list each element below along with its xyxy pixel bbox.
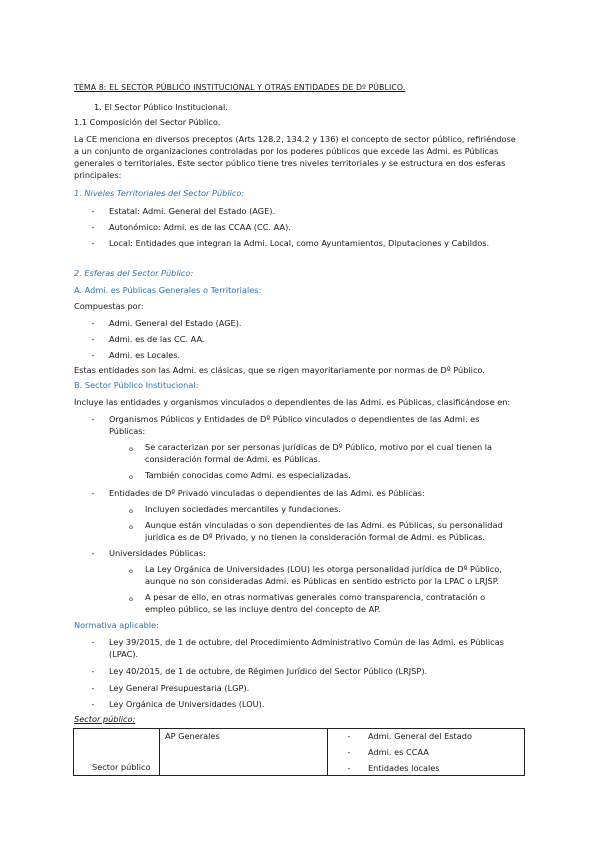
compuestas-label: Compuestas por: [74, 301, 144, 311]
bullet-marker: o [129, 595, 133, 603]
intro-line: La CE menciona en diversos preceptos (Arts 128.2, 134.2 y 136) el concepto de sector público, refiriéndose [74, 134, 516, 144]
group-line: Universidades Públicas: [109, 548, 206, 558]
sub-item-line: consideración formal de Admi. es Públicas. [145, 454, 321, 464]
table-cell-label [74, 729, 160, 776]
bullet-marker: o [129, 567, 133, 575]
dash-marker: - [91, 350, 95, 360]
dash-marker: - [91, 666, 95, 676]
sub-item-line: Se caracterizan por ser personas jurídicas de Dº Público, motivo por el cual tienen la [145, 442, 493, 452]
sub-item-line: Incluyen sociedades mercantiles y fundaciones. [145, 504, 342, 514]
bullet-marker: o [129, 445, 133, 453]
sub-item-line: empleo público, se las incluye dentro del concepto de AP. [145, 604, 381, 614]
sub-item-line: A pesar de ello, en otras normativas generales como transparencia, contratación o [145, 592, 486, 602]
table-list-item: Admi. General del Estado [368, 731, 472, 741]
dash-marker: - [91, 222, 95, 232]
normativa-item: Ley General Presupuestaria (LGP). [109, 683, 250, 693]
sub-item-line: La Ley Orgánica de Universidades (LOU) les otorga personalidad jurídica de Dº Público, [145, 564, 502, 574]
heading-1: 1. El Sector Público Institucional. [94, 102, 228, 112]
normativa-heading: Normativa aplicable: [74, 620, 159, 630]
section-b-intro: Incluye las entidades y organismos vinculados o dependientes de las Admi. es Públicas, clasificándose en: [74, 397, 511, 407]
intro-line: generales o territoriales. Este sector público tiene tres niveles territoriales y se estructura en dos esferas [74, 158, 506, 168]
table-cell-ap [160, 729, 328, 776]
bullet-marker: o [129, 507, 133, 515]
section-esferas-heading: 2. Esferas del Sector Público: [74, 268, 194, 278]
dash-marker: - [91, 414, 95, 424]
dash-marker: - [91, 334, 95, 344]
dash-marker: - [91, 637, 95, 647]
dash-marker: - [91, 206, 95, 216]
document-title: TEMA 8: EL SECTOR PÚBLICO INSTITUCIONAL Y OTRAS ENTIDADES DE Dº PÚBLICO. [74, 83, 406, 92]
bullet-marker: o [129, 473, 133, 481]
table-row [74, 729, 525, 776]
table-list-item: Admi. es CCAA [368, 747, 429, 757]
dash-marker: - [91, 548, 95, 558]
table-cell-entities [328, 729, 525, 776]
table-caption: Sector público: [74, 714, 136, 724]
group-line: Entidades de Dº Privado vinculadas o dependientes de las Admi. es Públicas: [109, 488, 425, 498]
dash-marker: - [91, 699, 95, 709]
section-a-note: Estas entidades son las Admi. es clásicas, que se rigen mayoritariamente por normas de Dº Público. [74, 365, 485, 375]
sector-publico-table [73, 728, 525, 776]
heading-1-1: 1.1 Composición del Sector Público. [74, 117, 221, 127]
list-item: Autonómico: Admi. es de las CCAA (CC. AA). [109, 222, 291, 232]
sub-item-line: aunque no son consideradas Admi. es Públicas en sentido estricto por la LPAC o LRJSP. [145, 576, 500, 586]
normativa-item: Ley 39/2015, de 1 de octubre, del Procedimiento Administrativo Común de las Admi. es Públicas [109, 637, 504, 647]
group-line: Públicas: [109, 426, 146, 436]
normativa-item: (LPAC). [109, 649, 139, 659]
intro-line: principales: [74, 170, 122, 180]
table-list-item: Entidades locales [368, 763, 440, 773]
list-item: Estatal: Admi. General del Estado (AGE). [109, 206, 276, 216]
section-b-heading: B. Sector Público Institucional: [74, 380, 199, 390]
row-label: Sector público [92, 762, 151, 772]
group-line: Organismos Públicos y Entidades de Dº Público vinculados o dependientes de las Admi. es [109, 414, 480, 424]
sub-item-line: También conocidas como Admi. es especializadas. [145, 470, 351, 480]
normativa-item: Ley 40/2015, de 1 de octubre, de Régimen Jurídico del Sector Público (LRJSP). [109, 666, 428, 676]
list-item: Admi. es Locales. [109, 350, 181, 360]
dash-marker: - [347, 747, 351, 757]
dash-marker: - [347, 763, 351, 773]
section-niveles-heading: 1. Niveles Territoriales del Sector Público: [74, 188, 245, 198]
intro-line: a un conjunto de organizaciones controladas por los poderes públicos que excede las Admi. es Públicas [74, 146, 499, 156]
sub-item-line: jurídica es de Dº Privado, y no tienen la consideración formal de Admi. es Públicas. [145, 532, 485, 542]
normativa-item: Ley Orgánica de Universidades (LOU). [109, 699, 265, 709]
dash-marker: - [91, 318, 95, 328]
dash-marker: - [347, 731, 351, 741]
ap-generales-label: AP Generales [165, 731, 220, 741]
section-a-heading: A. Admi. es Públicas Generales o Territoriales: [74, 285, 262, 295]
bullet-marker: o [129, 523, 133, 531]
dash-marker: - [91, 683, 95, 693]
dash-marker: - [91, 238, 95, 248]
dash-marker: - [91, 488, 95, 498]
list-item: Admi. General del Estado (AGE). [109, 318, 242, 328]
list-item: Local: Entidades que integran la Admi. Local, como Ayuntamientos, Diputaciones y Cabildos. [109, 238, 490, 248]
list-item: Admi. es de las CC. AA. [109, 334, 205, 344]
sub-item-line: Aunque están vinculadas o son dependientes de las Admi. es Públicas, su personalidad [145, 520, 503, 530]
